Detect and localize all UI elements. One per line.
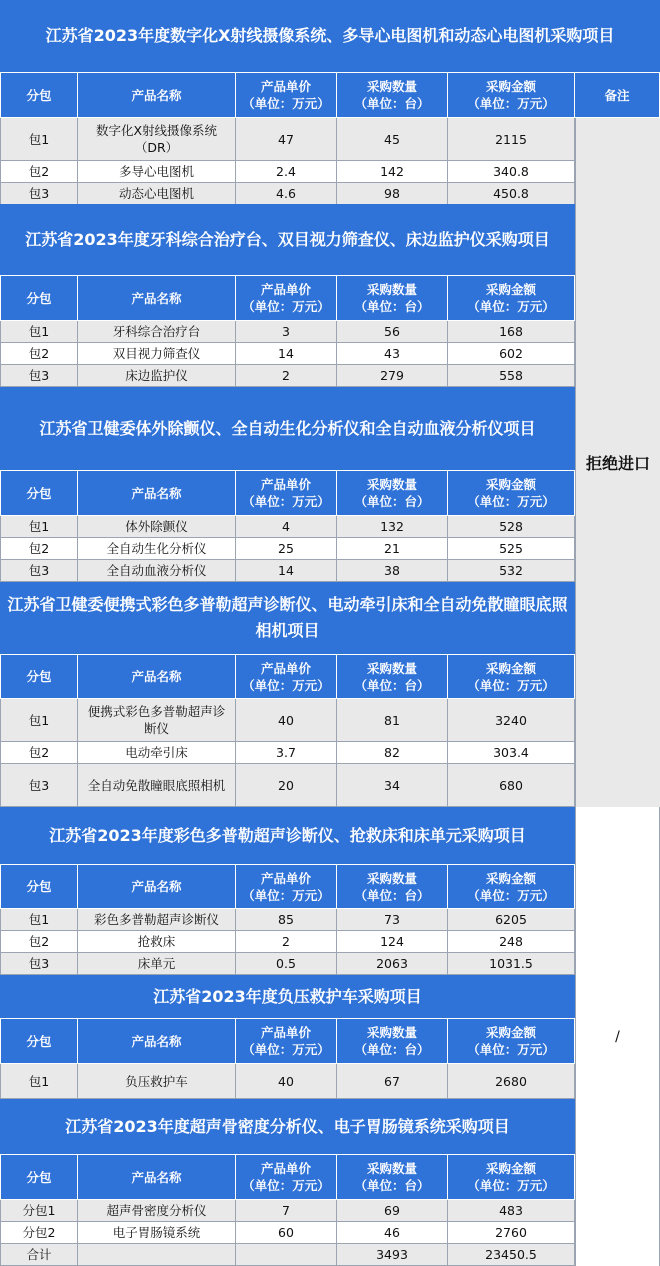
cell-package: 合计 bbox=[0, 1244, 78, 1266]
header-amount: 采购金额 （单位：万元） bbox=[448, 1019, 575, 1064]
header-quantity: 采购数量 （单位：台） bbox=[337, 276, 448, 321]
cell-package: 包3 bbox=[0, 953, 78, 975]
cell-unit-price: 0.5 bbox=[236, 953, 337, 975]
table-header-row bbox=[0, 655, 575, 699]
table-row bbox=[0, 931, 575, 953]
cell-product-name: 牙科综合治疗台 bbox=[78, 321, 236, 343]
header-quantity: 采购数量 （单位：台） bbox=[337, 1155, 448, 1200]
header-product-name: 产品名称 bbox=[78, 1155, 236, 1200]
note-refuse-import: 拒绝进口 bbox=[575, 118, 660, 807]
table-row bbox=[0, 560, 575, 582]
cell-unit-price bbox=[236, 1244, 337, 1266]
cell-package: 分包1 bbox=[0, 1200, 78, 1222]
cell-amount: 6205 bbox=[448, 909, 575, 931]
header-unit-price: 产品单价 （单位：万元） bbox=[236, 471, 337, 516]
table-row bbox=[0, 343, 575, 365]
cell-unit-price: 4 bbox=[236, 516, 337, 538]
header-unit-price: 产品单价 （单位：万元） bbox=[236, 73, 337, 118]
cell-product-name: 便携式彩色多普勒超声诊断仪 bbox=[78, 699, 236, 742]
cell-unit-price: 20 bbox=[236, 764, 337, 807]
header-amount: 采购金额 （单位：万元） bbox=[448, 73, 575, 118]
cell-unit-price: 60 bbox=[236, 1222, 337, 1244]
cell-quantity: 142 bbox=[337, 161, 448, 183]
table-header-row bbox=[0, 1155, 575, 1200]
cell-product-name: 全自动生化分析仪 bbox=[78, 538, 236, 560]
cell-quantity: 43 bbox=[337, 343, 448, 365]
cell-quantity: 2063 bbox=[337, 953, 448, 975]
cell-quantity: 132 bbox=[337, 516, 448, 538]
section-title: 江苏省2023年度牙科综合治疗台、双目视力筛查仪、床边监护仪采购项目 bbox=[0, 204, 575, 276]
table-header-row bbox=[0, 1019, 575, 1064]
cell-quantity: 67 bbox=[337, 1064, 448, 1099]
table-row bbox=[0, 909, 575, 931]
header-unit-price: 产品单价 （单位：万元） bbox=[236, 655, 337, 699]
section-title: 江苏省卫健委体外除颤仪、全自动生化分析仪和全自动血液分析仪项目 bbox=[0, 387, 575, 471]
table-row bbox=[0, 118, 575, 161]
cell-package: 包1 bbox=[0, 1064, 78, 1099]
cell-unit-price: 2.4 bbox=[236, 161, 337, 183]
cell-product-name: 多导心电图机 bbox=[78, 161, 236, 183]
cell-amount: 303.4 bbox=[448, 742, 575, 764]
cell-package: 包3 bbox=[0, 764, 78, 807]
table-header-row bbox=[0, 73, 660, 118]
cell-amount: 483 bbox=[448, 1200, 575, 1222]
cell-amount: 532 bbox=[448, 560, 575, 582]
header-product-name: 产品名称 bbox=[78, 276, 236, 321]
cell-unit-price: 40 bbox=[236, 1064, 337, 1099]
cell-product-name: 动态心电图机 bbox=[78, 183, 236, 205]
table-row bbox=[0, 1064, 575, 1099]
cell-product-name: 电动牵引床 bbox=[78, 742, 236, 764]
header-product-name: 产品名称 bbox=[78, 73, 236, 118]
table-row bbox=[0, 538, 575, 560]
cell-quantity: 279 bbox=[337, 365, 448, 387]
cell-package: 包2 bbox=[0, 742, 78, 764]
table-row bbox=[0, 161, 575, 183]
cell-unit-price: 47 bbox=[236, 118, 337, 161]
section-title: 江苏省卫健委便携式彩色多普勒超声诊断仪、电动牵引床和全自动免散瞳眼底照相机项目 bbox=[0, 582, 575, 655]
cell-amount: 168 bbox=[448, 321, 575, 343]
cell-amount: 340.8 bbox=[448, 161, 575, 183]
cell-amount: 680 bbox=[448, 764, 575, 807]
header-product-name: 产品名称 bbox=[78, 471, 236, 516]
header-package: 分包 bbox=[0, 73, 78, 118]
header-quantity: 采购数量 （单位：台） bbox=[337, 1019, 448, 1064]
cell-amount: 2680 bbox=[448, 1064, 575, 1099]
header-product-name: 产品名称 bbox=[78, 655, 236, 699]
cell-package: 包1 bbox=[0, 321, 78, 343]
table-row bbox=[0, 699, 575, 742]
header-package: 分包 bbox=[0, 865, 78, 909]
cell-package: 包2 bbox=[0, 343, 78, 365]
cell-package: 包2 bbox=[0, 931, 78, 953]
cell-product-name: 电子胃肠镜系统 bbox=[78, 1222, 236, 1244]
cell-unit-price: 2 bbox=[236, 931, 337, 953]
cell-amount: 1031.5 bbox=[448, 953, 575, 975]
section-title: 江苏省2023年度数字化X射线摄像系统、多导心电图机和动态心电图机采购项目 bbox=[0, 0, 660, 73]
cell-quantity: 3493 bbox=[337, 1244, 448, 1266]
table-row bbox=[0, 953, 575, 975]
cell-amount: 2115 bbox=[448, 118, 575, 161]
header-unit-price: 产品单价 （单位：万元） bbox=[236, 865, 337, 909]
cell-amount: 528 bbox=[448, 516, 575, 538]
cell-quantity: 73 bbox=[337, 909, 448, 931]
cell-amount: 248 bbox=[448, 931, 575, 953]
section-title: 江苏省2023年度超声骨密度分析仪、电子胃肠镜系统采购项目 bbox=[0, 1099, 575, 1155]
cell-package: 包1 bbox=[0, 699, 78, 742]
cell-quantity: 38 bbox=[337, 560, 448, 582]
header-package: 分包 bbox=[0, 1019, 78, 1064]
header-package: 分包 bbox=[0, 655, 78, 699]
cell-unit-price: 14 bbox=[236, 343, 337, 365]
cell-quantity: 56 bbox=[337, 321, 448, 343]
cell-quantity: 21 bbox=[337, 538, 448, 560]
header-amount: 采购金额 （单位：万元） bbox=[448, 655, 575, 699]
cell-amount: 3240 bbox=[448, 699, 575, 742]
cell-product-name: 床单元 bbox=[78, 953, 236, 975]
cell-quantity: 46 bbox=[337, 1222, 448, 1244]
table-row bbox=[0, 1200, 575, 1222]
header-quantity: 采购数量 （单位：台） bbox=[337, 865, 448, 909]
cell-product-name: 超声骨密度分析仪 bbox=[78, 1200, 236, 1222]
header-quantity: 采购数量 （单位：台） bbox=[337, 73, 448, 118]
header-product-name: 产品名称 bbox=[78, 1019, 236, 1064]
cell-amount: 558 bbox=[448, 365, 575, 387]
cell-package: 包2 bbox=[0, 538, 78, 560]
cell-package: 分包2 bbox=[0, 1222, 78, 1244]
table-row bbox=[0, 742, 575, 764]
cell-unit-price: 40 bbox=[236, 699, 337, 742]
cell-product-name: 全自动免散瞳眼底照相机 bbox=[78, 764, 236, 807]
cell-amount: 23450.5 bbox=[448, 1244, 575, 1266]
header-unit-price: 产品单价 （单位：万元） bbox=[236, 1019, 337, 1064]
table-row bbox=[0, 321, 575, 343]
header-package: 分包 bbox=[0, 1155, 78, 1200]
header-amount: 采购金额 （单位：万元） bbox=[448, 865, 575, 909]
header-amount: 采购金额 （单位：万元） bbox=[448, 276, 575, 321]
header-unit-price: 产品单价 （单位：万元） bbox=[236, 276, 337, 321]
cell-package: 包3 bbox=[0, 365, 78, 387]
table-row bbox=[0, 764, 575, 807]
table-row bbox=[0, 1244, 575, 1266]
cell-quantity: 45 bbox=[337, 118, 448, 161]
cell-quantity: 82 bbox=[337, 742, 448, 764]
header-product-name: 产品名称 bbox=[78, 865, 236, 909]
cell-quantity: 34 bbox=[337, 764, 448, 807]
header-unit-price: 产品单价 （单位：万元） bbox=[236, 1155, 337, 1200]
header-package: 分包 bbox=[0, 471, 78, 516]
cell-product-name: 体外除颤仪 bbox=[78, 516, 236, 538]
cell-product-name: 彩色多普勒超声诊断仪 bbox=[78, 909, 236, 931]
header-quantity: 采购数量 （单位：台） bbox=[337, 471, 448, 516]
cell-product-name: 双目视力筛查仪 bbox=[78, 343, 236, 365]
cell-package: 包3 bbox=[0, 560, 78, 582]
cell-unit-price: 25 bbox=[236, 538, 337, 560]
cell-quantity: 98 bbox=[337, 183, 448, 205]
header-amount: 采购金额 （单位：万元） bbox=[448, 471, 575, 516]
cell-unit-price: 4.6 bbox=[236, 183, 337, 205]
cell-product-name: 负压救护车 bbox=[78, 1064, 236, 1099]
cell-product-name: 床边监护仪 bbox=[78, 365, 236, 387]
cell-unit-price: 14 bbox=[236, 560, 337, 582]
header-amount: 采购金额 （单位：万元） bbox=[448, 1155, 575, 1200]
table-header-row bbox=[0, 865, 575, 909]
cell-unit-price: 2 bbox=[236, 365, 337, 387]
table-row bbox=[0, 516, 575, 538]
cell-quantity: 81 bbox=[337, 699, 448, 742]
section-title: 江苏省2023年度负压救护车采购项目 bbox=[0, 975, 575, 1019]
cell-unit-price: 3 bbox=[236, 321, 337, 343]
cell-package: 包1 bbox=[0, 909, 78, 931]
cell-amount: 450.8 bbox=[448, 183, 575, 205]
cell-unit-price: 7 bbox=[236, 1200, 337, 1222]
cell-product-name: 数字化X射线摄像系统（DR） bbox=[78, 118, 236, 161]
table-row bbox=[0, 1222, 575, 1244]
table-row bbox=[0, 183, 575, 205]
table-row bbox=[0, 365, 575, 387]
cell-package: 包1 bbox=[0, 118, 78, 161]
cell-package: 包3 bbox=[0, 183, 78, 205]
cell-unit-price: 3.7 bbox=[236, 742, 337, 764]
cell-package: 包1 bbox=[0, 516, 78, 538]
header-quantity: 采购数量 （单位：台） bbox=[337, 655, 448, 699]
header-package: 分包 bbox=[0, 276, 78, 321]
cell-product-name: 抢救床 bbox=[78, 931, 236, 953]
note-slash: / bbox=[575, 807, 660, 1266]
table-header-row bbox=[0, 276, 575, 321]
table-header-row bbox=[0, 471, 575, 516]
cell-package: 包2 bbox=[0, 161, 78, 183]
header-note: 备注 bbox=[575, 73, 660, 118]
cell-amount: 525 bbox=[448, 538, 575, 560]
cell-quantity: 69 bbox=[337, 1200, 448, 1222]
cell-quantity: 124 bbox=[337, 931, 448, 953]
cell-amount: 602 bbox=[448, 343, 575, 365]
cell-product-name bbox=[78, 1244, 236, 1266]
cell-amount: 2760 bbox=[448, 1222, 575, 1244]
section-title: 江苏省2023年度彩色多普勒超声诊断仪、抢救床和床单元采购项目 bbox=[0, 807, 575, 865]
cell-unit-price: 85 bbox=[236, 909, 337, 931]
cell-product-name: 全自动血液分析仪 bbox=[78, 560, 236, 582]
